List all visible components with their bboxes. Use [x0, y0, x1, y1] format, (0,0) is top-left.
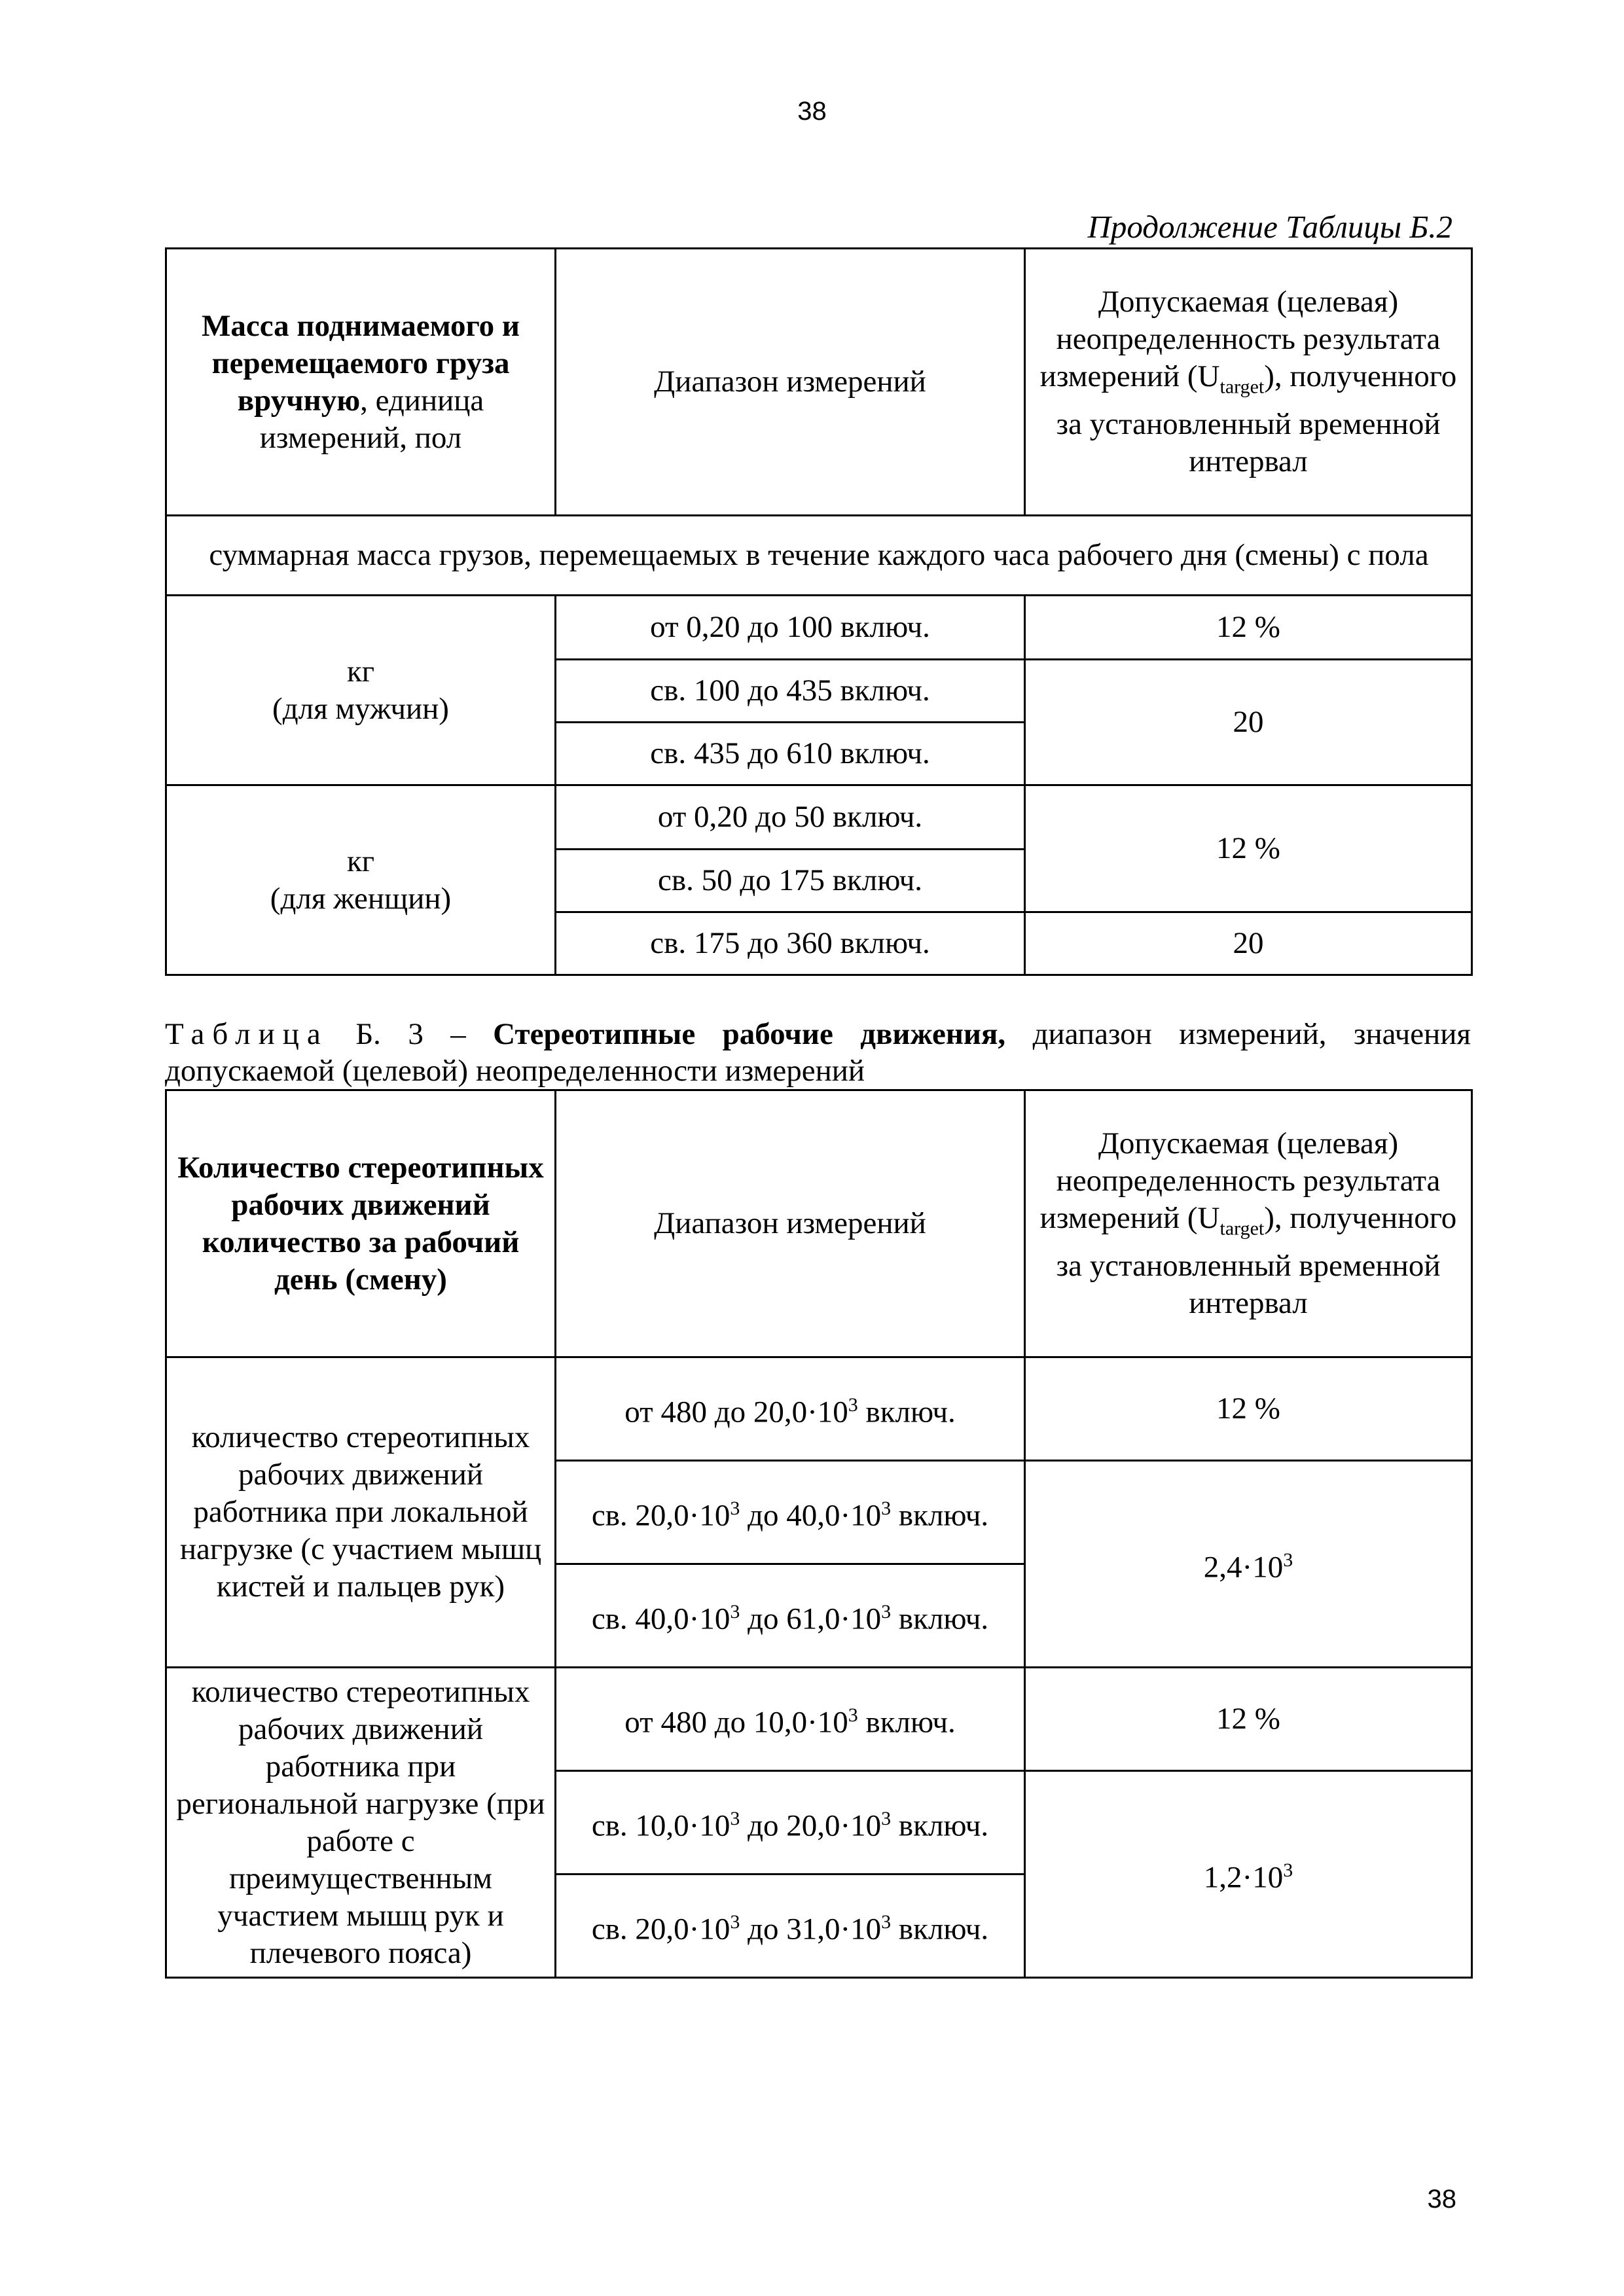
uncertainty-cell: 12 %: [1025, 1357, 1472, 1461]
group-label-local-load: количество стереотипных рабочих движений работника при локальной нагрузке (с участием мышц кистей и пальцев рук): [166, 1357, 556, 1668]
range-cell: св. 100 до 435 включ.: [556, 660, 1025, 723]
table-row: [166, 596, 1472, 660]
range-cell: св. $40,0\cdot 10^3$ до $61,0\cdot 10^3$ включ.: [556, 1564, 1025, 1668]
uncertainty-cell: 20: [1025, 660, 1472, 785]
section-title: суммарная масса грузов, перемещаемых в течение каждого часа рабочего дня (смены) с пола: [166, 516, 1472, 596]
group-label-men: кг (для мужчин): [166, 596, 556, 785]
group-label-regional-load: количество стереотипных рабочих движений работника при региональной нагрузке (при работе с преимущественным участием мышц рук и плечевого пояса): [166, 1668, 556, 1978]
header-cell-count: Количество стереотипных рабочих движений количество за рабочий день (смену): [166, 1090, 556, 1357]
range-cell: от 480 до $10,0\cdot 10^3$ включ.: [556, 1668, 1025, 1771]
table-b3-caption: Таблица Б. 3 – Стереотипные рабочие движения, диапазон измерений, значения допускаемой (целевой) неопределенности измерений: [165, 1017, 1471, 1088]
header-cell-uncertainty: Допускаемая (целевая) неопределенность результата измерений $(U_{target})$, полученного за установленный временной интервал: [1025, 1090, 1472, 1357]
uncertainty-cell: 12 %: [1025, 1668, 1472, 1771]
uncertainty-cell: 12 %: [1025, 596, 1472, 660]
range-cell: св. 435 до 610 включ.: [556, 723, 1025, 785]
table-row: [166, 1357, 1472, 1461]
range-cell: от 480 до $20,0\cdot 10^3$ включ.: [556, 1357, 1025, 1461]
header-cell-range: Диапазон измерений: [556, 1090, 1025, 1357]
range-cell: св. 50 до 175 включ.: [556, 850, 1025, 912]
range-cell: св. 175 до 360 включ.: [556, 912, 1025, 975]
uncertainty-cell: $2,4\cdot 10^3$: [1025, 1461, 1472, 1668]
table-header-row: [166, 249, 1472, 516]
table-continuation-label: Продолжение Таблицы Б.2: [1087, 209, 1453, 245]
table-section-row: [166, 516, 1472, 596]
page-number-bottom: 38: [1427, 2185, 1456, 2214]
group-label-women: кг (для женщин): [166, 785, 556, 975]
table-b3: [165, 1089, 1473, 1979]
range-cell: от 0,20 до 50 включ.: [556, 785, 1025, 850]
table-header-row: [166, 1090, 1472, 1357]
table-b2-continuation: [165, 247, 1473, 976]
uncertainty-cell: 20: [1025, 912, 1472, 975]
uncertainty-cell: $1,2\cdot 10^3$: [1025, 1771, 1472, 1978]
table-row: [166, 1668, 1472, 1771]
header-cell-range: Диапазон измерений: [556, 249, 1025, 516]
table-row: [166, 785, 1472, 850]
page-number-top: 38: [797, 97, 827, 126]
range-cell: св. $20,0\cdot 10^3$ до $40,0\cdot 10^3$ включ.: [556, 1461, 1025, 1564]
range-cell: от 0,20 до 100 включ.: [556, 596, 1025, 660]
range-cell: св. $20,0\cdot 10^3$ до $31,0\cdot 10^3$ включ.: [556, 1874, 1025, 1978]
range-cell: св. $10,0\cdot 10^3$ до $20,0\cdot 10^3$ включ.: [556, 1771, 1025, 1874]
header-cell-mass: Масса поднимаемого и перемещаемого груза вручную, единица измерений, пол: [166, 249, 556, 516]
uncertainty-cell: 12 %: [1025, 785, 1472, 912]
header-cell-uncertainty: Допускаемая (целевая) неопределенность результата измерений $(U_{target})$, полученного за установленный временной интервал: [1025, 249, 1472, 516]
